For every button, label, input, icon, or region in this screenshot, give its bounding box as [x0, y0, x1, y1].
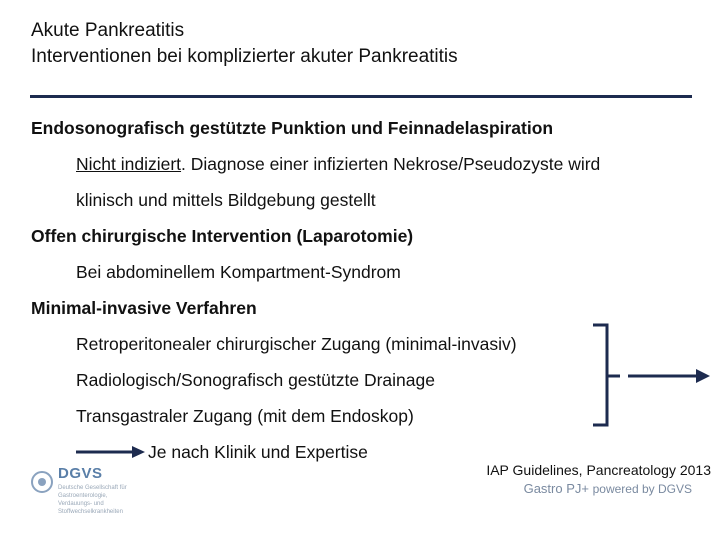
logo-name: DGVS [58, 465, 103, 482]
left-arrow-head [132, 446, 145, 458]
eus-line-1-rest: . Diagnose einer infizierten Nekrose/Pseudozyste wird [181, 154, 601, 174]
minimal-item-3: Transgastraler Zugang (mit dem Endoskop) [76, 406, 414, 426]
heading-open-surgery: Offen chirurgische Intervention (Laparotomie) [31, 226, 414, 246]
open-surgery-item-1: Bei abdominellem Kompartment-Syndrom [76, 262, 401, 282]
slide-title-line-1: Akute Pankreatitis [31, 20, 185, 41]
heading-eus: Endosonografisch gestützte Punktion und Feinnadelaspiration [31, 118, 554, 138]
footer-powered-by: powered by DGVS [592, 482, 692, 496]
not-indicated-text: Nicht indiziert [76, 154, 182, 174]
eus-line-2: klinisch und mittels Bildgebung gestellt [76, 190, 376, 210]
footer-brand-name: Gastro PJ+ [523, 481, 589, 496]
bracket-shape [593, 325, 607, 425]
minimal-item-1: Retroperitonealer chirurgischer Zugang (minimal-invasiv) [76, 334, 517, 354]
expertise-note: Je nach Klinik und Expertise [148, 442, 368, 462]
right-arrow-head [696, 369, 710, 383]
citation: IAP Guidelines, Pancreatology 2013 [486, 462, 711, 478]
logo-subtitle: Deutsche Gesellschaft für Gastroenterologie, Verdauungs- und Stoffwechselkrankheiten [58, 485, 127, 515]
slide-title-line-2: Interventionen bei komplizierter akuter Pankreatitis [31, 46, 458, 67]
footer-brand [524, 481, 692, 496]
heading-minimal-invasive: Minimal-invasive Verfahren [31, 298, 257, 318]
minimal-item-2: Radiologisch/Sonografisch gestützte Drainage [76, 370, 435, 390]
